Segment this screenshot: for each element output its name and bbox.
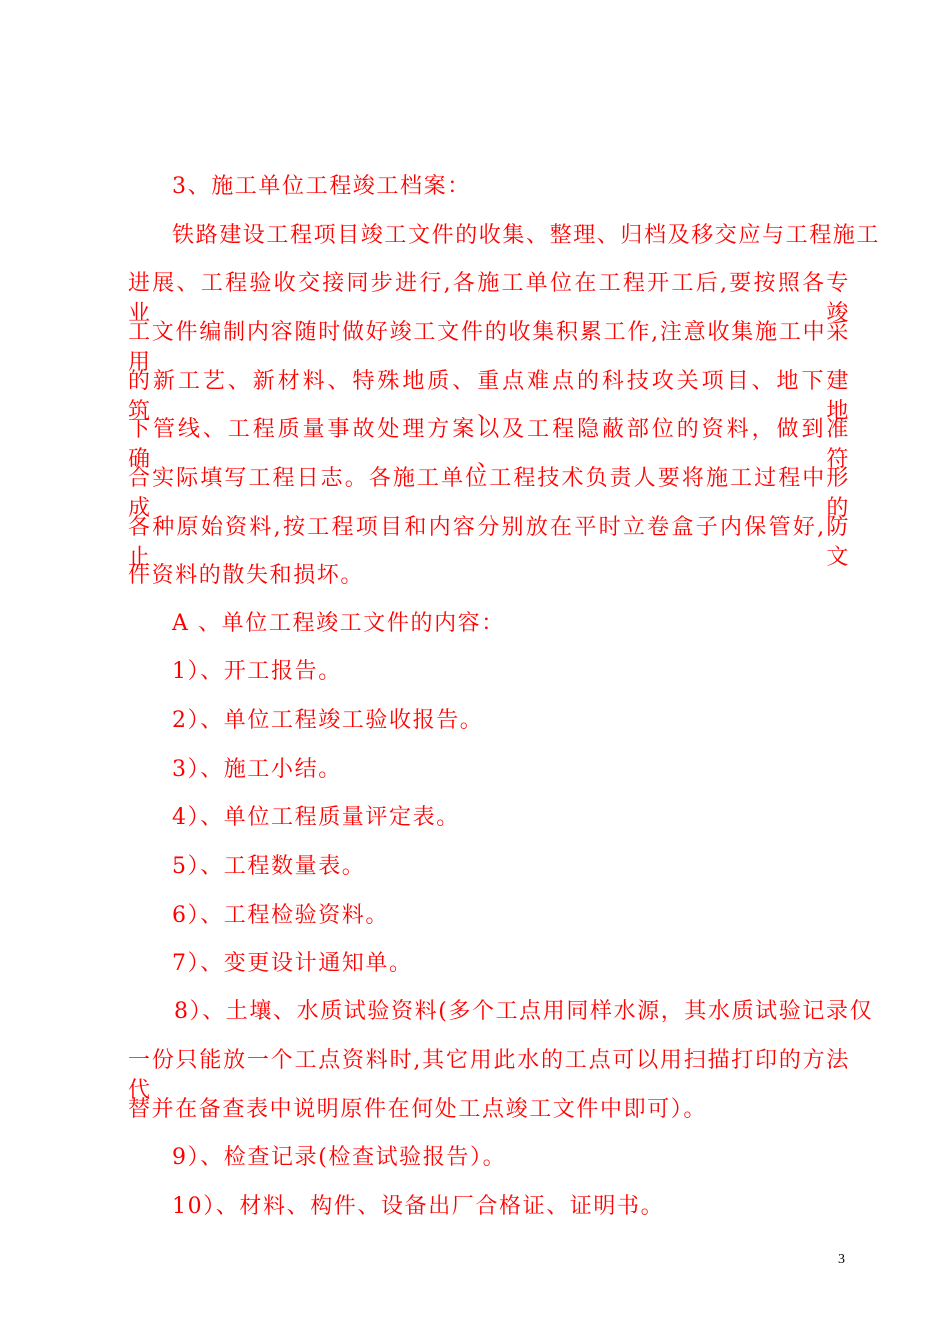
- list-item-7: 7）、变更设计通知单。: [172, 951, 413, 976]
- list-item-8-line-2: 一份只能放一个工点资料时,其它用此水的工点可以用扫描打印的方法代: [128, 1048, 850, 1103]
- paragraph-line-7: 各种原始资料,按工程项目和内容分别放在平时立卷盒子内保管好,防止文: [128, 515, 850, 570]
- list-item-6: 6）、工程检验资料。: [172, 903, 389, 928]
- paragraph-line-1: 铁路建设工程项目竣工文件的收集、整理、归档及移交应与工程施工: [172, 223, 881, 248]
- paragraph-line-5: 下管线、工程质量事故处理方案以及工程隐蔽部位的资料，做到准确、符: [128, 417, 850, 472]
- paragraph-line-4: 的新工艺、新材料、特殊地质、重点难点的科技攻关项目、地下建筑、地: [128, 369, 850, 424]
- list-item-8-line-1: 8）、土壤、水质试验资料(多个工点用同样水源，其水质试验记录仅: [174, 999, 874, 1024]
- list-item-1: 1）、开工报告。: [172, 659, 342, 684]
- list-item-2: 2）、单位工程竣工验收报告。: [172, 708, 484, 733]
- subheading: A 、单位工程竣工文件的内容：: [172, 611, 505, 636]
- list-item-3: 3）、施工小结。: [172, 757, 342, 782]
- list-item-8-line-3: 替并在备查表中说明原件在何处工点竣工文件中即可）。: [128, 1097, 708, 1122]
- paragraph-line-2: 进展、工程验收交接同步进行,各施工单位在工程开工后,要按照各专业竣: [128, 271, 850, 326]
- paragraph-line-3: 工文件编制内容随时做好竣工文件的收集积累工作,注意收集施工中采用: [128, 320, 850, 375]
- section-heading: 3、施工单位工程竣工档案：: [172, 174, 471, 199]
- list-item-5: 5）、工程数量表。: [172, 854, 366, 879]
- list-item-9: 9）、检查记录(检查试验报告）。: [172, 1145, 507, 1170]
- paragraph-line-6: 合实际填写工程日志。各施工单位工程技术负责人要将施工过程中形成的: [128, 466, 850, 521]
- list-item-4: 4）、单位工程质量评定表。: [172, 805, 460, 830]
- page-number: 3: [838, 1252, 845, 1267]
- paragraph-line-8: 件资料的散失和损坏。: [128, 563, 365, 588]
- list-item-10: 10）、材料、构件、设备出厂合格证、证明书。: [172, 1194, 665, 1219]
